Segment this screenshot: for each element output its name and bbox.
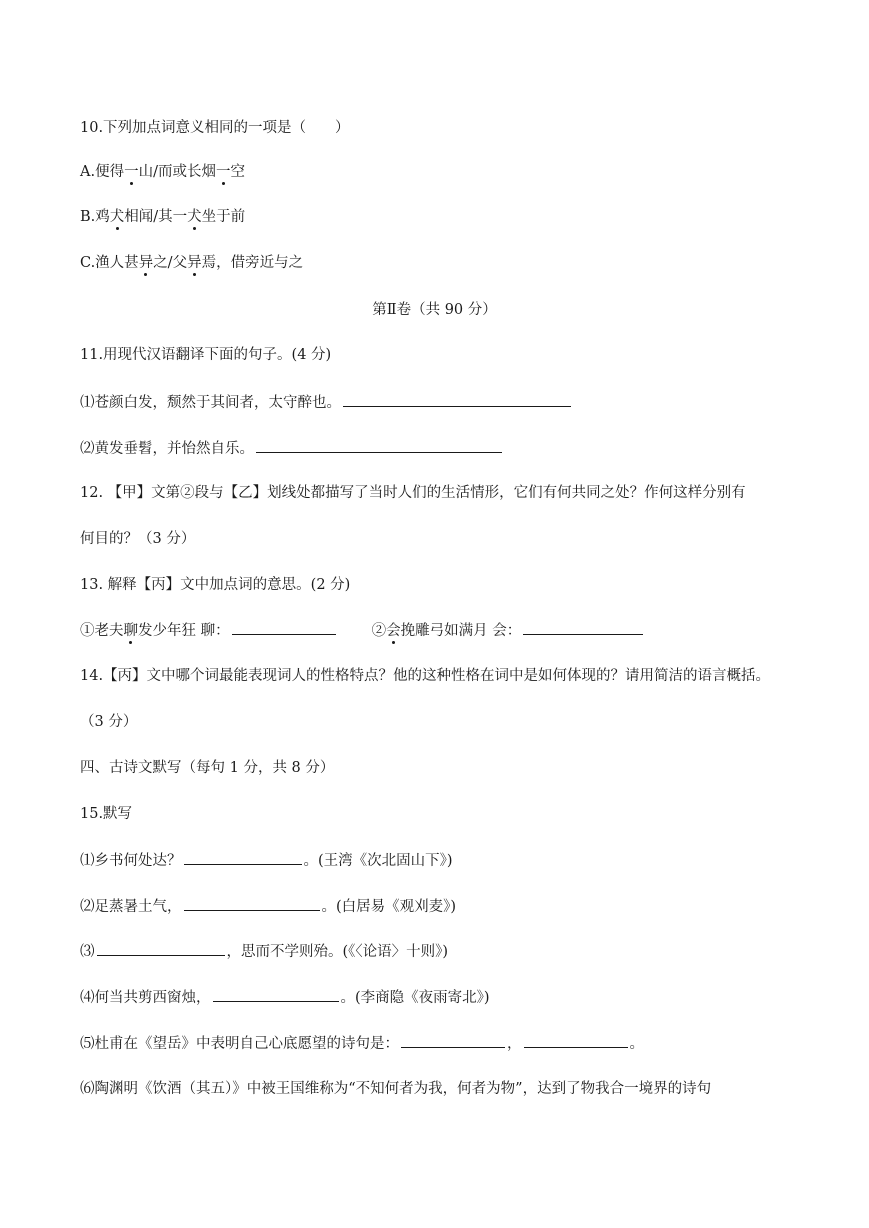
answer-blank[interactable] bbox=[97, 941, 225, 956]
q15-line-6: ⑹陶渊明《饮酒（其五）》中被王国维称为“不知何者为我，何者为物”，达到了物我合一境界的诗句 bbox=[80, 1081, 712, 1097]
dotted-word: 犬 bbox=[109, 209, 125, 225]
section-4-title: 四、古诗文默写（每句 1 分，共 8 分） bbox=[80, 760, 335, 776]
answer-blank[interactable] bbox=[232, 620, 336, 635]
answer-blank[interactable] bbox=[343, 392, 571, 407]
q15-line-3: ⑶ ，思而不学则殆。(《〈论语〉十则》) bbox=[80, 941, 448, 962]
q14-line-2: （3 分） bbox=[80, 714, 138, 730]
q15-stem: 15.默写 bbox=[80, 806, 133, 822]
answer-blank[interactable] bbox=[213, 987, 339, 1002]
answer-blank[interactable] bbox=[523, 620, 643, 635]
dotted-word: 聊 bbox=[123, 623, 138, 639]
q14-line-1: 14.【丙】文中哪个词最能表现词人的性格特点？他的这种性格在词中是如何体现的？请用简洁的语言概括。 bbox=[80, 668, 771, 684]
dotted-word: 一 bbox=[124, 164, 139, 180]
answer-blank[interactable] bbox=[184, 896, 320, 911]
q13-items: ①老夫聊发少年狂 聊： ②会挽雕弓如满月 会： bbox=[80, 620, 645, 641]
q15-line-2: ⑵足蒸暑土气， 。(白居易《观刈麦》) bbox=[80, 896, 456, 917]
q12-line-1: 12. 【甲】文第②段与【乙】划线处都描写了当时人们的生活情形，它们有何共同之处？作何这样分别有 bbox=[80, 485, 746, 501]
q12-line-2: 何目的？（3 分） bbox=[80, 531, 196, 547]
answer-blank[interactable] bbox=[184, 850, 302, 865]
dotted-word: 犬 bbox=[187, 209, 202, 225]
answer-blank[interactable] bbox=[524, 1033, 628, 1048]
q11-sentence-1: ⑴苍颜白发，颓然于其间者，太守醉也。 bbox=[80, 392, 573, 413]
q11-sentence-2: ⑵黄发垂髫，并怡然自乐。 bbox=[80, 438, 504, 459]
dotted-word: 异 bbox=[138, 255, 154, 271]
q15-line-1: ⑴乡书何处达？ 。(王湾《次北固山下》) bbox=[80, 850, 453, 871]
dotted-word: 一 bbox=[215, 164, 231, 180]
q11-stem: 11.用现代汉语翻译下面的句子。(4 分) bbox=[80, 347, 332, 363]
q10-option-c: C.渔人甚异之/父异焉，借旁近与之 bbox=[80, 255, 304, 271]
q10-option-a: A.便得一山/而或长烟一空 bbox=[80, 164, 245, 180]
q10-option-b: B.鸡犬相闻/其一犬坐于前 bbox=[80, 209, 246, 225]
q15-line-5: ⑸杜甫在《望岳》中表明自己心底愿望的诗句是： ， 。 bbox=[80, 1033, 644, 1054]
q10-stem: 10.下列加点词意义相同的一项是（ ） bbox=[80, 120, 350, 136]
answer-blank[interactable] bbox=[401, 1033, 505, 1048]
dotted-word: 异 bbox=[187, 255, 202, 271]
section-2-title: 第Ⅱ卷（共 90 分） bbox=[372, 302, 497, 318]
answer-blank[interactable] bbox=[256, 438, 502, 453]
q15-line-4: ⑷何当共剪西窗烛， 。(李商隐《夜雨寄北》) bbox=[80, 987, 490, 1008]
dotted-word: 会 bbox=[386, 623, 401, 639]
q13-stem: 13. 解释【丙】文中加点词的意思。(2 分) bbox=[80, 577, 351, 593]
